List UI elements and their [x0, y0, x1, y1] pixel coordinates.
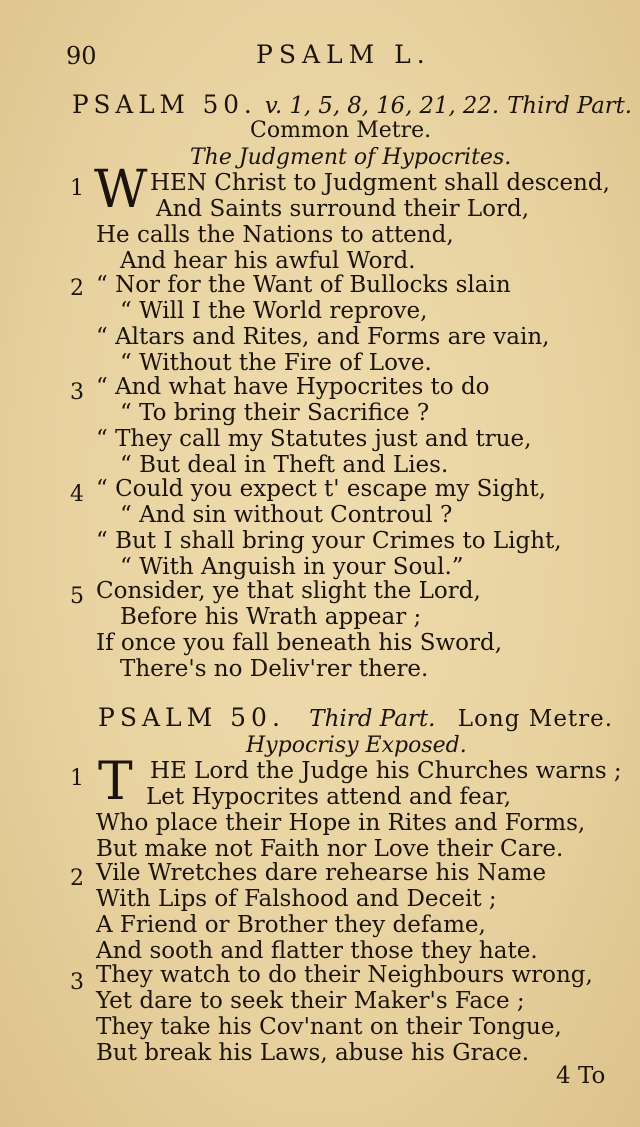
verse-line: Vile Wretches dare rehearse his Name: [96, 860, 547, 886]
verse-number: 3: [70, 970, 84, 995]
section2-psalm: PSALM 50.: [98, 703, 285, 732]
section1-part: Third Part.: [507, 93, 633, 119]
verse-line: Who place their Hope in Rites and Forms,: [96, 810, 586, 836]
verse-line: “ They call my Statutes just and true,: [96, 426, 532, 452]
verse-line: But make not Faith nor Love their Care.: [96, 836, 564, 862]
verse-line: There's no Deliv'rer there.: [120, 656, 429, 682]
verse-line: Let Hypocrites attend and fear,: [146, 784, 512, 810]
verse-line: Yet dare to seek their Maker's Face ;: [96, 988, 525, 1014]
verse-line: “ Without the Fire of Love.: [120, 350, 432, 376]
verse-line: “ And sin without Controul ?: [120, 502, 453, 528]
verse-number: 5: [70, 584, 84, 609]
verse-number: 2: [70, 276, 84, 301]
verse-line: “ Nor for the Want of Bullocks slain: [96, 272, 511, 298]
verse-line: Consider, ye that slight the Lord,: [96, 578, 481, 604]
catchword: 4 To: [556, 1063, 606, 1089]
section1-metre: Common Metre.: [250, 118, 432, 143]
verse-line: “ Altars and Rites, and Forms are vain,: [96, 324, 550, 350]
verse-line: With Lips of Falshood and Deceit ;: [96, 886, 497, 912]
section1-psalm: PSALM 50.: [72, 90, 257, 119]
verse-number: 4: [70, 482, 84, 507]
verse-line: “ To bring their Sacrifice ?: [120, 400, 430, 426]
drop-cap: W: [94, 160, 148, 220]
verse-line: They watch to do their Neighbours wrong,: [96, 962, 593, 988]
verse-line: “ And what have Hypocrites to do: [96, 374, 490, 400]
verse-line: They take his Cov'nant on their Tongue,: [96, 1014, 562, 1040]
verse-line: “ Will I the World reprove,: [120, 298, 428, 324]
verse-line: He calls the Nations to attend,: [96, 222, 454, 248]
section2-metre: Long Metre.: [457, 706, 614, 732]
verse-line: And sooth and flatter those they hate.: [96, 938, 538, 964]
verse-line: “ With Anguish in your Soul.”: [120, 554, 464, 580]
verse-number: 1: [70, 766, 84, 791]
verse-line: And Saints surround their Lord,: [156, 196, 530, 222]
verse-line: “ But I shall bring your Crimes to Light,: [96, 528, 562, 554]
running-head: PSALM L.: [256, 40, 431, 69]
section2-subtitle: Hypocrisy Exposed.: [246, 733, 467, 758]
verse-line: But break his Laws, abuse his Grace.: [96, 1040, 530, 1066]
verse-number: 2: [70, 866, 84, 891]
verse-number: 1: [70, 176, 84, 201]
page-number: 90: [66, 42, 97, 70]
verse-line: HE Lord the Judge his Churches warns ;: [150, 758, 622, 784]
verse-line: And hear his awful Word.: [120, 248, 416, 274]
verse-line: If once you fall beneath his Sword,: [96, 630, 503, 656]
section1-refs: v. 1, 5, 8, 16, 21, 22.: [264, 93, 500, 119]
section2-part: Third Part.: [309, 706, 436, 732]
verse-number: 3: [70, 380, 84, 405]
section2-heading: [98, 703, 613, 732]
section1-subtitle: The Judgment of Hypocrites.: [190, 145, 512, 170]
verse-line: A Friend or Brother they defame,: [96, 912, 486, 938]
section1-heading: [72, 90, 632, 119]
verse-line: “ But deal in Theft and Lies.: [120, 452, 449, 478]
verse-line: Before his Wrath appear ;: [120, 604, 422, 630]
verse-line: “ Could you expect t' escape my Sight,: [96, 476, 546, 502]
verse-line: HEN Christ to Judgment shall descend,: [150, 170, 610, 196]
drop-cap: T: [98, 752, 133, 812]
